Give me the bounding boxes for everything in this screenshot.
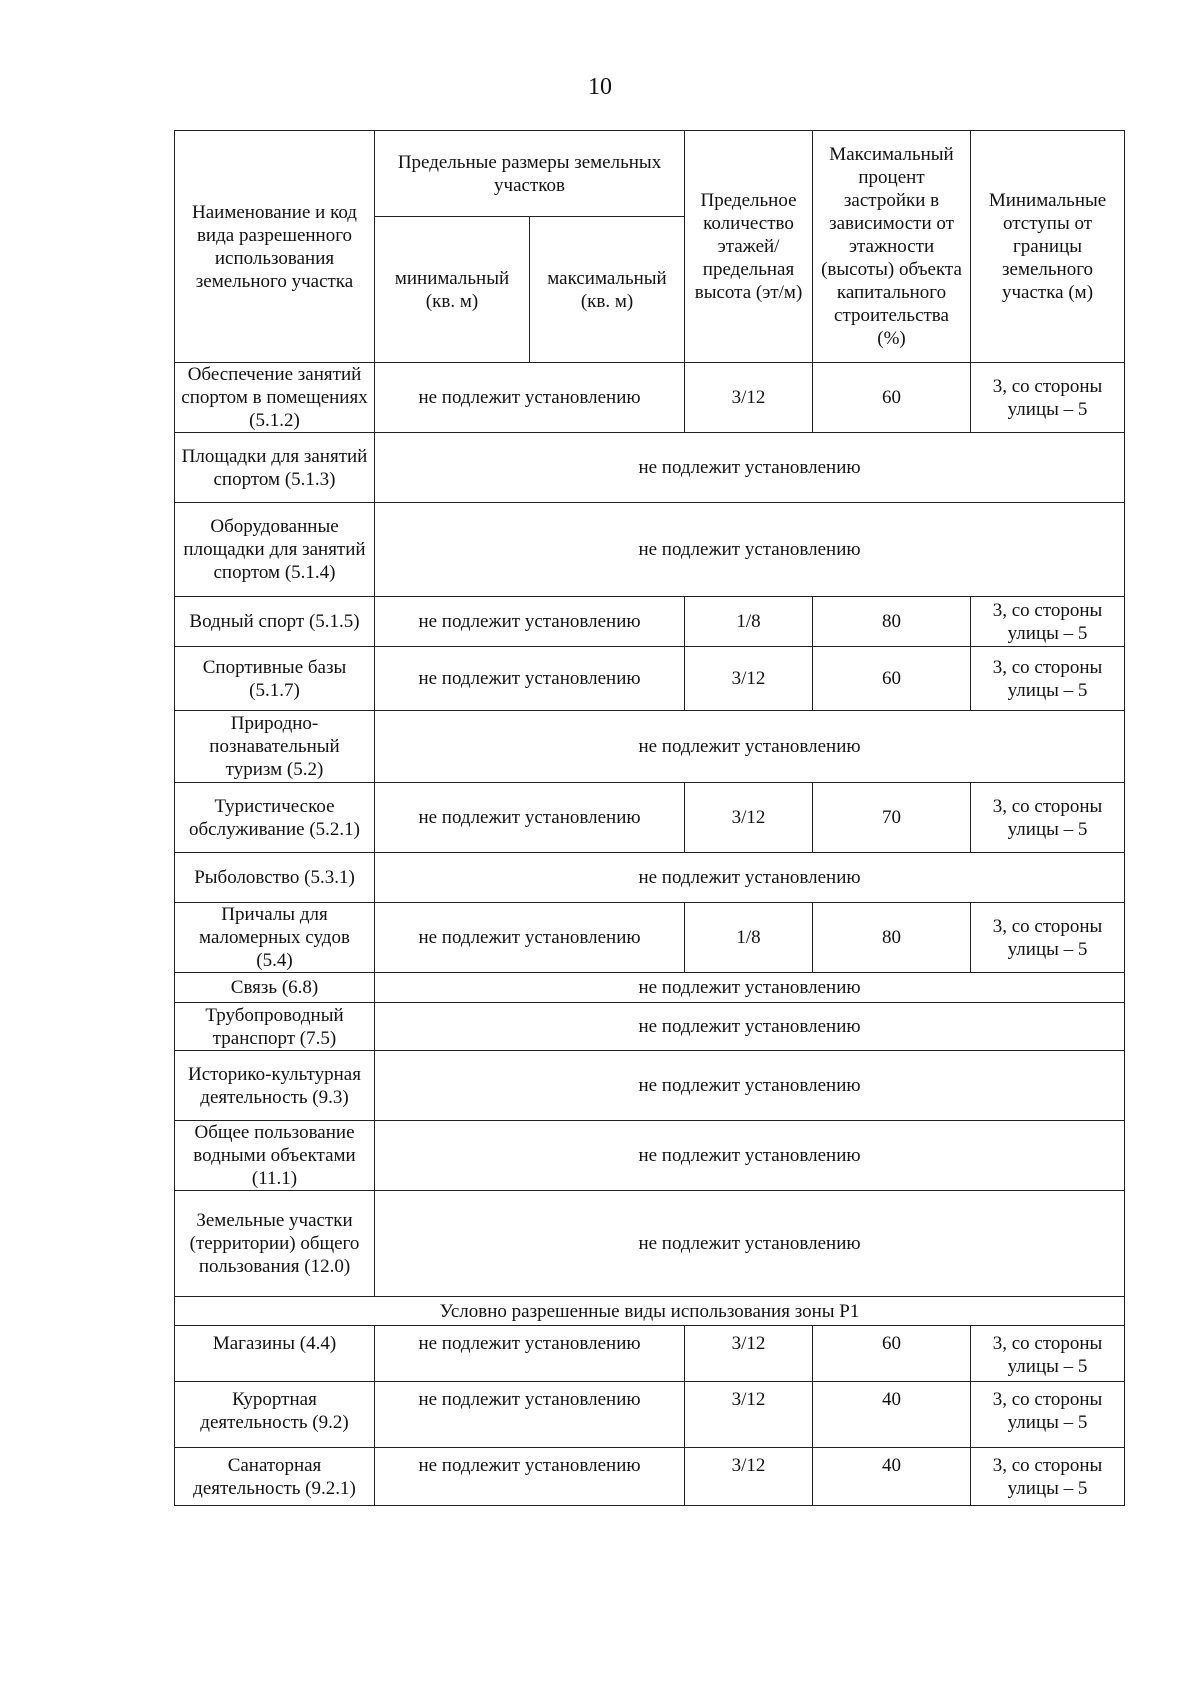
use-name: Причалы для маломерных судов (5.4) xyxy=(175,903,375,973)
table-row xyxy=(175,973,1125,1003)
header-plot-sizes: Предельные размеры земельных участков xyxy=(375,131,685,217)
conditional-uses-body xyxy=(175,1326,1125,1506)
table-row xyxy=(175,903,1125,973)
table-header xyxy=(175,131,1125,363)
table-row xyxy=(175,1326,1125,1382)
plot-sizes-cell: не подлежит установлению xyxy=(375,1382,685,1448)
floors-cell: 3/12 xyxy=(685,647,813,711)
setback-cell: 3, со стороны улицы – 5 xyxy=(971,783,1125,853)
use-name: Историко-культурная деятельность (9.3) xyxy=(175,1051,375,1121)
setback-cell: 3, со стороны улицы – 5 xyxy=(971,903,1125,973)
not-established-cell: не подлежит установлению xyxy=(375,1191,1125,1297)
use-name: Магазины (4.4) xyxy=(175,1326,375,1382)
conditional-section xyxy=(175,1297,1125,1326)
table-row xyxy=(175,1003,1125,1051)
header-floors: Предельное количество этажей/ предельная высота (эт/м) xyxy=(685,131,813,363)
not-established-cell: не подлежит установлению xyxy=(375,711,1125,783)
header-max: максимальный (кв. м) xyxy=(530,217,685,363)
use-name: Водный спорт (5.1.5) xyxy=(175,597,375,647)
not-established-cell: не подлежит установлению xyxy=(375,853,1125,903)
use-name: Общее пользование водными объектами (11.1) xyxy=(175,1121,375,1191)
permitted-uses-body xyxy=(175,363,1125,1297)
use-name: Земельные участки (территории) общего пользования (12.0) xyxy=(175,1191,375,1297)
table-row xyxy=(175,783,1125,853)
setback-cell: 3, со стороны улицы – 5 xyxy=(971,1326,1125,1382)
percent-cell: 60 xyxy=(813,1326,971,1382)
table-row xyxy=(175,647,1125,711)
zoning-table xyxy=(174,130,1125,1506)
percent-cell: 40 xyxy=(813,1448,971,1506)
plot-sizes-cell: не подлежит установлению xyxy=(375,363,685,433)
table-row xyxy=(175,597,1125,647)
use-name: Связь (6.8) xyxy=(175,973,375,1003)
plot-sizes-cell: не подлежит установлению xyxy=(375,647,685,711)
header-setbacks: Минимальные отступы от границы земельного участка (м) xyxy=(971,131,1125,363)
not-established-cell: не подлежит установлению xyxy=(375,1121,1125,1191)
not-established-cell: не подлежит установлению xyxy=(375,1003,1125,1051)
percent-cell: 60 xyxy=(813,647,971,711)
percent-cell: 80 xyxy=(813,597,971,647)
plot-sizes-cell: не подлежит установлению xyxy=(375,903,685,973)
use-name: Трубопроводный транспорт (7.5) xyxy=(175,1003,375,1051)
use-name: Обеспечение занятий спортом в помещениях (5.1.2) xyxy=(175,363,375,433)
plot-sizes-cell: не подлежит установлению xyxy=(375,1448,685,1506)
use-name: Санаторная деятельность (9.2.1) xyxy=(175,1448,375,1506)
table-row xyxy=(175,503,1125,597)
floors-cell: 3/12 xyxy=(685,783,813,853)
table-row xyxy=(175,1382,1125,1448)
percent-cell: 70 xyxy=(813,783,971,853)
floors-cell: 1/8 xyxy=(685,597,813,647)
use-name: Природно-познавательный туризм (5.2) xyxy=(175,711,375,783)
not-established-cell: не подлежит установлению xyxy=(375,503,1125,597)
floors-cell: 3/12 xyxy=(685,363,813,433)
table-row xyxy=(175,853,1125,903)
table-row xyxy=(175,363,1125,433)
section-title: Условно разрешенные виды использования зоны Р1 xyxy=(175,1297,1125,1326)
plot-sizes-cell: не подлежит установлению xyxy=(375,1326,685,1382)
not-established-cell: не подлежит установлению xyxy=(375,433,1125,503)
percent-cell: 40 xyxy=(813,1382,971,1448)
plot-sizes-cell: не подлежит установлению xyxy=(375,597,685,647)
floors-cell: 1/8 xyxy=(685,903,813,973)
percent-cell: 80 xyxy=(813,903,971,973)
percent-cell: 60 xyxy=(813,363,971,433)
floors-cell: 3/12 xyxy=(685,1326,813,1382)
setback-cell: 3, со стороны улицы – 5 xyxy=(971,1382,1125,1448)
use-name: Оборудованные площадки для занятий спортом (5.1.4) xyxy=(175,503,375,597)
page-number: 10 xyxy=(588,74,612,100)
header-name: Наименование и код вида разрешенного использования земельного участка xyxy=(175,131,375,363)
use-name: Курортная деятельность (9.2) xyxy=(175,1382,375,1448)
header-percent: Максимальный процент застройки в зависимости от этажности (высоты) объекта капитального строительства (%) xyxy=(813,131,971,363)
table-row xyxy=(175,1121,1125,1191)
floors-cell: 3/12 xyxy=(685,1448,813,1506)
setback-cell: 3, со стороны улицы – 5 xyxy=(971,363,1125,433)
use-name: Туристическое обслуживание (5.2.1) xyxy=(175,783,375,853)
use-name: Спортивные базы (5.1.7) xyxy=(175,647,375,711)
table-row xyxy=(175,1448,1125,1506)
plot-sizes-cell: не подлежит установлению xyxy=(375,783,685,853)
table-row xyxy=(175,1051,1125,1121)
use-name: Площадки для занятий спортом (5.1.3) xyxy=(175,433,375,503)
use-name: Рыболовство (5.3.1) xyxy=(175,853,375,903)
setback-cell: 3, со стороны улицы – 5 xyxy=(971,647,1125,711)
floors-cell: 3/12 xyxy=(685,1382,813,1448)
table-row xyxy=(175,1191,1125,1297)
not-established-cell: не подлежит установлению xyxy=(375,1051,1125,1121)
table-row xyxy=(175,711,1125,783)
not-established-cell: не подлежит установлению xyxy=(375,973,1125,1003)
table-row xyxy=(175,433,1125,503)
header-min: минимальный (кв. м) xyxy=(375,217,530,363)
setback-cell: 3, со стороны улицы – 5 xyxy=(971,597,1125,647)
setback-cell: 3, со стороны улицы – 5 xyxy=(971,1448,1125,1506)
